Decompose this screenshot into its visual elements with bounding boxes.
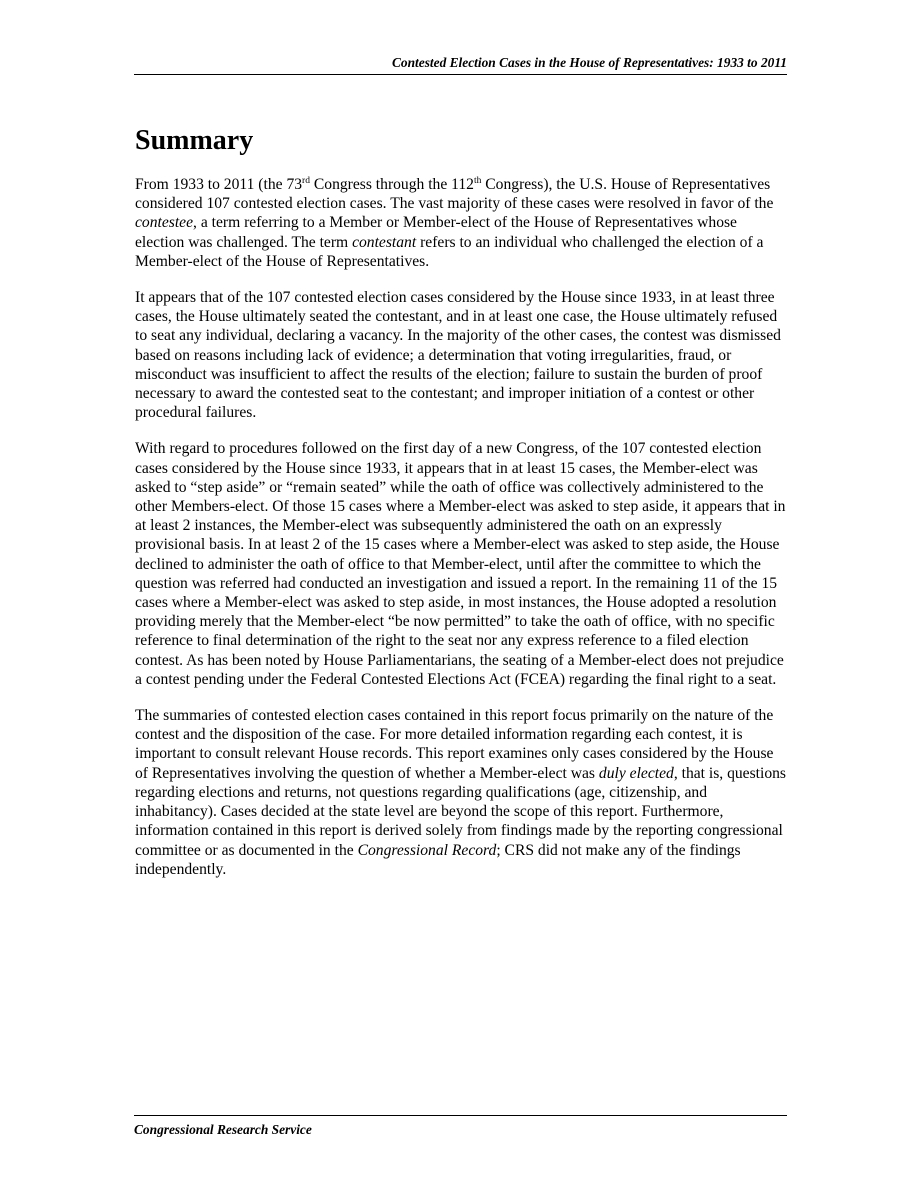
header-rule: [134, 74, 787, 75]
summary-body: [135, 175, 788, 896]
paragraph-4-text: The summaries of contested election cases contained in this report focus primarily on the nature of the contest and the disposition of the case. For more detailed information regarding each contest, it is important to consult relevant House records. This report examines only cases considered by the House of Representatives involving the question of whether a Member-elect was: [135, 707, 774, 782]
emphasis-term: Congressional Record: [357, 841, 497, 859]
page-footer: [134, 1115, 787, 1138]
paragraph-1: [135, 175, 788, 271]
section-heading: Summary: [135, 125, 254, 156]
paragraph-1-text: Congress), the U.S. House of Representatives considered 107 contested election cases. The vast majority of these cases were resolved in favor of the: [135, 176, 774, 213]
paragraph-4: [135, 706, 788, 879]
emphasis-term: contestant: [352, 233, 417, 251]
emphasis-term: duly elected: [598, 764, 674, 782]
footer-organization: Congressional Research Service: [134, 1122, 312, 1137]
paragraph-1-text: refers to an individual who challenged the election of a Member-elect of the House of Representatives.: [135, 233, 764, 270]
paragraph-3: With regard to procedures followed on the first day of a new Congress, of the 107 contested election cases considered by the House since 1933, it appears that in at least 15 cases, the Member-elect was asked to “step aside” or “remain seated” while the oath of office was collectively administered to the other Members-elect. Of those 15 cases where a Member-elect was asked to step aside, it appears that in at least 2 instances, the Member-elect was subsequently administered the oath on an expressly provisional basis. In at least 2 of the 15 cases where a Member-elect was asked to step aside, the House declined to administer the oath of office to that Member-elect, until after the committee to which the question was referred had conducted an investigation and issued a report. In the remaining 11 of the 15 cases where a Member-elect was asked to step aside, in most instances, the House adopted a resolution providing merely that the Member-elect “be now permitted” to take the oath of office, with no specific reference to final determination of the right to the seat nor any express reference to a filed election contest. As has been noted by House Parliamentarians, the seating of a Member-elect does not prejudice a contest pending under the Federal Contested Elections Act (FCEA) regarding the final right to a seat.: [135, 440, 786, 688]
running-title: Contested Election Cases in the House of Representatives: 1933 to 2011: [391, 55, 787, 70]
paragraph-1-text: , a term referring to a Member or Member-elect of the House of Representatives whose election was challenged. The term: [135, 214, 737, 251]
superscript-ordinal: th: [473, 176, 482, 186]
paragraph-2: It appears that of the 107 contested election cases considered by the House since 1933, in at least three cases, the House ultimately seated the contestant, and in at least one case, the House ultimately refused to seat any individual, declaring a vacancy. In the majority of the other cases, the contest was dismissed based on reasons including lack of evidence; a determination that voting irregularities, fraud, or misconduct was insufficient to affect the results of the election; failure to sustain the burden of proof necessary to award the contested seat to the contestant; and improper initiation of a contest or other procedural failures.: [135, 289, 781, 422]
paragraph-4-text: , that is, questions regarding elections and returns, not questions regarding qualifications (age, citizenship, and inhabitancy). Cases decided at the state level are beyond the scope of this report. Furthermore, information contained in this report is derived solely from findings made by the reporting congressional committee or as documented in the: [135, 764, 786, 859]
running-header: [134, 53, 787, 73]
emphasis-term: contestee: [135, 214, 194, 232]
paragraph-1-text: Congress through the 112: [309, 176, 474, 193]
superscript-ordinal: rd: [302, 176, 310, 186]
paragraph-4-text: ; CRS did not make any of the findings independently.: [135, 841, 741, 878]
footer-rule: [134, 1115, 787, 1116]
paragraph-1-text: From 1933 to 2011 (the 73: [135, 176, 303, 193]
